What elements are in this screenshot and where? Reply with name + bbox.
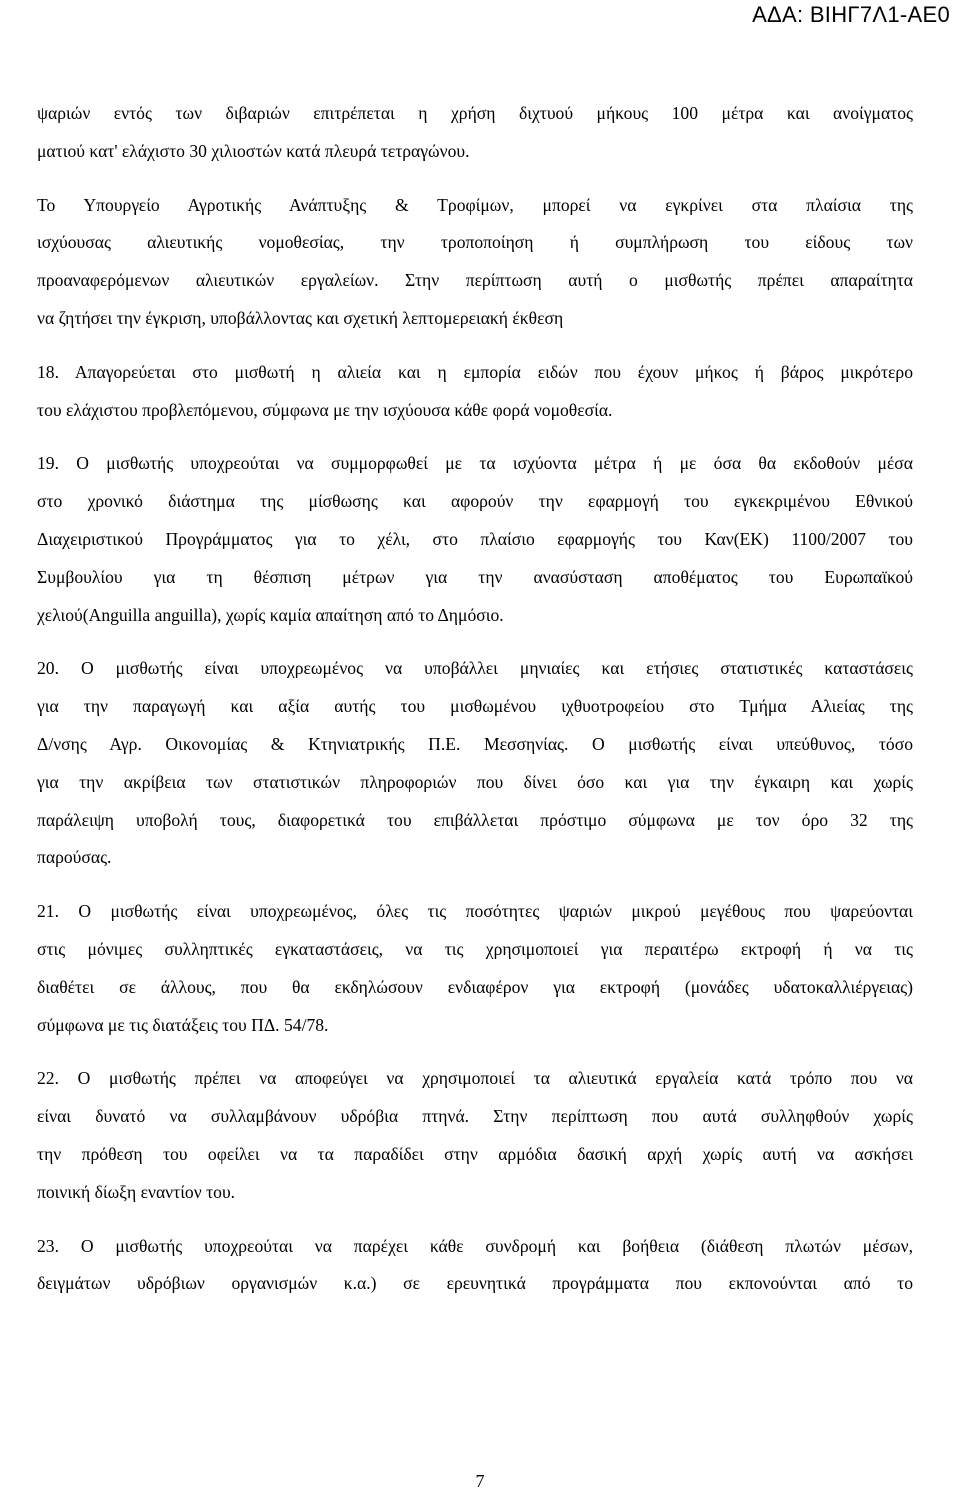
- text-line: δειγμάτων υδρόβιων οργανισμών κ.α.) σε ερευνητικά προγράμματα που εκπονούνται από το: [37, 1273, 913, 1294]
- text-line: παράλειψη υποβολή τους, διαφορετικά του επιβάλλεται πρόστιμο σύμφωνα με τον όρο 32 της: [37, 809, 913, 830]
- paragraph-ministry-approval: [37, 187, 913, 338]
- text-line: 19. Ο μισθωτής υποχρεούται να συμμορφωθεί με τα ισχύοντα μέτρα ή με όσα θα εκδοθούν μέσα: [37, 453, 913, 474]
- text-line: ποινική δίωξη εναντίον του.: [37, 1181, 236, 1202]
- term-19: [37, 445, 913, 634]
- text-line: χελιού(Anguilla anguilla), χωρίς καμία απαίτηση από το Δημόσιο.: [37, 604, 504, 625]
- text-line: ψαριών εντός των διβαριών επιτρέπεται η χρήση διχτυού μήκους 100 μέτρα και ανοίγματος: [37, 103, 913, 123]
- text-line: είναι δυνατό να συλλαμβάνουν υδρόβια πτηνά. Στην περίπτωση που αυτά συλληφθούν χωρίς: [37, 1106, 913, 1127]
- text-line: 22. Ο μισθωτής πρέπει να αποφεύγει να χρησιμοποιεί τα αλιευτικά εργαλεία κατά τρόπο που να: [37, 1068, 913, 1089]
- term-22: [37, 1060, 913, 1211]
- text-line: 21. Ο μισθωτής είναι υποχρεωμένος, όλες τις ποσότητες ψαριών μικρού μεγέθους που ψαρεύονται: [37, 901, 913, 922]
- text-line: προαναφερόμενων αλιευτικών εργαλείων. Στην περίπτωση αυτή ο μισθωτής πρέπει απαραίτητα: [37, 270, 913, 291]
- text-line: ισχύουσας αλιευτικής νομοθεσίας, την τροποποίηση ή συμπλήρωση του είδους των: [37, 232, 913, 253]
- text-line: Το Υπουργείο Αγροτικής Ανάπτυξης & Τροφίμων, μπορεί να εγκρίνει στα πλαίσια της: [37, 194, 913, 215]
- term-20: [37, 650, 913, 877]
- term-18: [37, 354, 913, 430]
- text-line: Συμβουλίου για τη θέσπιση μέτρων για την ανασύσταση αποθέματος του Ευρωπαϊκού: [37, 566, 913, 587]
- ada-header: ΑΔΑ: ΒΙΗΓ7Λ1-ΑΕ0: [752, 2, 950, 27]
- text-line: για την ακρίβεια των στατιστικών πληροφοριών που δίνει όσο και για την έγκαιρη και χωρίς: [37, 771, 913, 792]
- text-line: για την παραγωγή και αξία αυτής του μισθωμένου ιχθυοτροφείου στο Τμήμα Αλιείας της: [37, 696, 913, 717]
- document-body: [37, 95, 913, 1303]
- text-line: Δ/νσης Αγρ. Οικονομίας & Κτηνιατρικής Π.Ε. Μεσσηνίας. Ο μισθωτής είναι υπεύθυνος, τόσο: [37, 733, 913, 754]
- text-line: διαθέτει σε άλλους, που θα εκδηλώσουν ενδιαφέρον για εκτροφή (μονάδες υδατοκαλλιέργειας): [37, 976, 913, 997]
- text-line: Διαχειριστικού Προγράμματος για το χέλι, στο πλαίσιο εφαρμογής του Καν(ΕΚ) 1100/2007 του: [37, 528, 913, 549]
- text-line: παρούσας.: [37, 847, 112, 868]
- text-line: να ζητήσει την έγκριση, υποβάλλοντας και σχετική λεπτομερειακή έκθεση: [37, 307, 564, 328]
- term-21: [37, 893, 913, 1044]
- page-number: 7: [475, 1471, 485, 1491]
- paragraph-continuation: [37, 95, 913, 171]
- text-line: σύμφωνα με τις διατάξεις του ΠΔ. 54/78.: [37, 1014, 329, 1035]
- text-line: στο χρονικό διάστημα της μίσθωσης και αφορούν την εφαρμογή του εγκεκριμένου Εθνικού: [37, 491, 913, 512]
- text-line: την πρόθεση του οφείλει να τα παραδίδει στην αρμόδια δασική αρχή χωρίς αυτή να ασκήσει: [37, 1143, 913, 1164]
- text-line: 18. Απαγορεύεται στο μισθωτή η αλιεία και η εμπορία ειδών που έχουν μήκος ή βάρος μικρότερο: [37, 361, 913, 382]
- text-line: του ελάχιστου προβλεπόμενου, σύμφωνα με την ισχύουσα κάθε φορά νομοθεσία.: [37, 399, 613, 420]
- term-23: [37, 1228, 913, 1304]
- text-line: στις μόνιμες συλληπτικές εγκαταστάσεις, να τις χρησιμοποιεί για περαιτέρω εκτροφή ή να τις: [37, 938, 913, 959]
- text-line: 20. Ο μισθωτής είναι υποχρεωμένος να υποβάλλει μηνιαίες και ετήσιες στατιστικές καταστάσεις: [37, 658, 913, 679]
- text-line: ματιού κατ' ελάχιστο 30 χιλιοστών κατά πλευρά τετραγώνου.: [37, 140, 470, 161]
- text-line: 23. Ο μισθωτής υποχρεούται να παρέχει κάθε συνδρομή και βοήθεια (διάθεση πλωτών μέσων,: [37, 1235, 913, 1256]
